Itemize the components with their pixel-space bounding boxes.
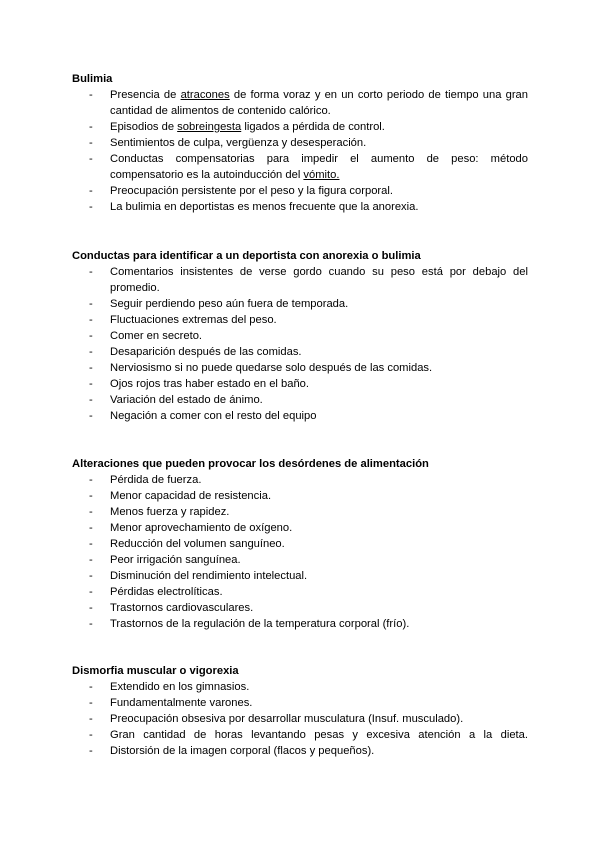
dash-bullet: - xyxy=(89,745,93,757)
dash-bullet: - xyxy=(89,697,93,709)
dash-bullet: - xyxy=(89,394,93,406)
list-item: - Conductas compensatorias para impedir el aumento de peso: método compensatorio es la autoinducción del vómito. xyxy=(89,153,528,181)
dash-bullet: - xyxy=(89,185,93,197)
dash-bullet: - xyxy=(89,314,93,326)
section-bulimia xyxy=(72,71,528,215)
dash-bullet: - xyxy=(89,201,93,213)
list-item: - Trastornos cardiovasculares. xyxy=(89,602,254,614)
dash-bullet: - xyxy=(89,586,93,598)
underlined-term: atracones xyxy=(180,89,230,101)
section-alteraciones xyxy=(72,456,528,632)
section-heading: Conductas para identificar a un deportista con anorexia o bulimia xyxy=(72,250,421,262)
dash-bullet: - xyxy=(89,729,93,741)
list-item: - Seguir perdiendo peso aún fuera de temporada. xyxy=(89,298,349,310)
section-heading: Dismorfia muscular o vigorexia xyxy=(72,665,239,677)
list-item: - Trastornos de la regulación de la temperatura corporal (frío). xyxy=(89,618,410,630)
dash-bullet: - xyxy=(89,538,93,550)
dash-bullet: - xyxy=(89,362,93,374)
bullet-list xyxy=(72,264,528,424)
dash-bullet: - xyxy=(89,121,93,133)
list-item: - Comentarios insistentes de verse gordo cuando su peso está por debajo del promedio. xyxy=(89,266,528,294)
dash-bullet: - xyxy=(89,602,93,614)
dash-bullet: - xyxy=(89,490,93,502)
list-item: - Fundamentalmente varones. xyxy=(89,697,253,709)
list-item: - Fluctuaciones extremas del peso. xyxy=(89,314,277,326)
list-item: - Negación a comer con el resto del equipo xyxy=(89,410,317,422)
section-heading: Bulimia xyxy=(72,73,113,85)
dash-bullet: - xyxy=(89,570,93,582)
dash-bullet: - xyxy=(89,713,93,725)
list-item: - Menos fuerza y rapidez. xyxy=(89,506,230,518)
list-item: - Preocupación persistente por el peso y la figura corporal. xyxy=(89,185,393,197)
list-item: - La bulimia en deportistas es menos frecuente que la anorexia. xyxy=(89,201,419,213)
list-item: - Ojos rojos tras haber estado en el baño. xyxy=(89,378,310,390)
list-item: - Gran cantidad de horas levantando pesas y excesiva atención a la dieta. xyxy=(89,729,528,741)
list-item: - Desaparición después de las comidas. xyxy=(89,346,302,358)
underlined-term: vómito. xyxy=(303,169,340,181)
bullet-list xyxy=(72,679,528,759)
dash-bullet: - xyxy=(89,298,93,310)
list-item: - Sentimientos de culpa, vergüenza y desesperación. xyxy=(89,137,367,149)
list-item: - Preocupación obsesiva por desarrollar musculatura (Insuf. musculado). xyxy=(89,713,464,725)
dash-bullet: - xyxy=(89,266,93,278)
section-heading: Alteraciones que pueden provocar los desórdenes de alimentación xyxy=(72,458,429,470)
list-item: - Variación del estado de ánimo. xyxy=(89,394,263,406)
dash-bullet: - xyxy=(89,330,93,342)
list-item: - Episodios de sobreingesta ligados a pérdida de control. xyxy=(89,121,385,133)
list-item: - Reducción del volumen sanguíneo. xyxy=(89,538,285,550)
list-item: - Extendido en los gimnasios. xyxy=(89,681,250,693)
list-item: - Pérdidas electrolíticas. xyxy=(89,586,223,598)
dash-bullet: - xyxy=(89,89,93,101)
dash-bullet: - xyxy=(89,618,93,630)
list-item: - Nerviosismo si no puede quedarse solo después de las comidas. xyxy=(89,362,433,374)
underlined-term: sobreingesta xyxy=(177,121,242,133)
list-item: - Distorsión de la imagen corporal (flacos y pequeños). xyxy=(89,745,375,757)
dash-bullet: - xyxy=(89,410,93,422)
dash-bullet: - xyxy=(89,522,93,534)
dash-bullet: - xyxy=(89,346,93,358)
dash-bullet: - xyxy=(89,506,93,518)
list-item: - Presencia de atracones de forma voraz y en un corto periodo de tiempo una gran cantidad de alimentos de contenido calórico. xyxy=(89,89,528,117)
list-item: - Peor irrigación sanguínea. xyxy=(89,554,241,566)
dash-bullet: - xyxy=(89,554,93,566)
dash-bullet: - xyxy=(89,137,93,149)
dash-bullet: - xyxy=(89,474,93,486)
list-item: - Menor aprovechamiento de oxígeno. xyxy=(89,522,293,534)
list-item: - Menor capacidad de resistencia. xyxy=(89,490,272,502)
list-item: - Disminución del rendimiento intelectual. xyxy=(89,570,308,582)
bullet-list xyxy=(72,472,528,632)
list-item: - Comer en secreto. xyxy=(89,330,203,342)
bullet-list xyxy=(72,87,528,215)
list-item: - Pérdida de fuerza. xyxy=(89,474,202,486)
dash-bullet: - xyxy=(89,681,93,693)
dash-bullet: - xyxy=(89,378,93,390)
dash-bullet: - xyxy=(89,153,93,165)
section-vigorexia xyxy=(72,663,528,759)
section-conductas xyxy=(72,248,528,424)
